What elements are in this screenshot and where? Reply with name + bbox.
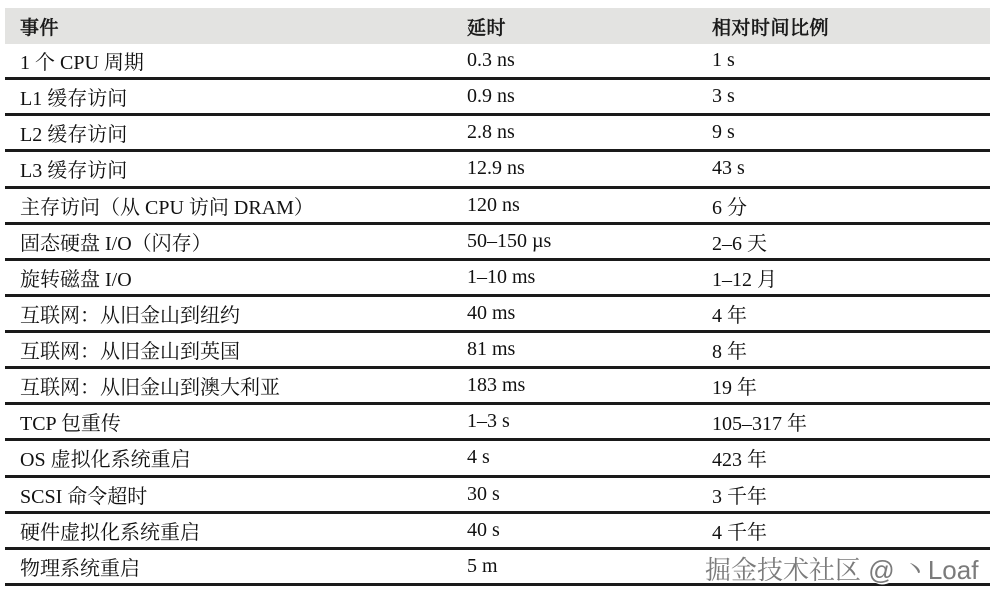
event-cell: 固态硬盘 I/O（闪存）: [20, 232, 212, 255]
latency-cell: 12.9 ns: [467, 157, 525, 180]
event-cell: SCSI 命令超时: [20, 485, 148, 508]
table-row: [5, 44, 990, 80]
event-cell: TCP 包重传: [20, 413, 121, 436]
column-header-latency: 延时: [467, 17, 507, 39]
latency-table: [5, 8, 990, 586]
latency-cell: 1–3 s: [467, 410, 510, 433]
table-row: [5, 225, 990, 261]
relative-cell: 2–6 天: [712, 232, 767, 255]
relative-cell: 1 s: [712, 49, 735, 72]
table-row: [5, 369, 990, 405]
table-header-row: [5, 8, 990, 44]
latency-cell: 81 ms: [467, 338, 516, 361]
relative-cell: 423 年: [712, 449, 767, 472]
table-row: [5, 441, 990, 477]
relative-cell: 9 s: [712, 121, 735, 144]
latency-cell: 120 ns: [467, 193, 520, 216]
relative-cell: 4 千年: [712, 521, 767, 544]
table-row: [5, 261, 990, 297]
table-row: [5, 116, 990, 152]
table-row: [5, 478, 990, 514]
event-cell: 互联网：从旧金山到澳大利亚: [20, 377, 280, 400]
column-header-event: 事件: [20, 17, 60, 39]
table-row: [5, 514, 990, 550]
event-cell: OS 虚拟化系统重启: [20, 449, 191, 472]
watermark: 掘金技术社区 @ 丶Loaf: [705, 555, 979, 585]
relative-cell: 105–317 年: [712, 413, 807, 436]
latency-cell: 50–150 µs: [467, 229, 552, 252]
event-cell: L3 缓存访问: [20, 160, 128, 183]
event-cell: 互联网：从旧金山到纽约: [20, 304, 240, 327]
latency-cell: 40 ms: [467, 301, 516, 324]
relative-cell: 43 s: [712, 157, 745, 180]
event-cell: L1 缓存访问: [20, 88, 128, 111]
table-row: [5, 333, 990, 369]
relative-cell: 1–12 月: [712, 268, 777, 291]
latency-cell: 5 m: [467, 554, 498, 577]
relative-cell: 4 年: [712, 304, 747, 327]
latency-cell: 0.3 ns: [467, 49, 515, 72]
table-row: [5, 550, 990, 586]
table-row: [5, 189, 990, 225]
event-cell: 互联网：从旧金山到英国: [20, 341, 240, 364]
table-row: [5, 152, 990, 188]
event-cell: 硬件虚拟化系统重启: [20, 521, 200, 544]
event-cell: 物理系统重启: [20, 557, 140, 580]
latency-cell: 40 s: [467, 518, 500, 541]
event-cell: L2 缓存访问: [20, 124, 128, 147]
latency-cell: 30 s: [467, 482, 500, 505]
relative-cell: 19 年: [712, 377, 757, 400]
table-row: [5, 405, 990, 441]
relative-cell: 3 s: [712, 85, 735, 108]
latency-cell: 4 s: [467, 446, 490, 469]
relative-cell: 8 年: [712, 341, 747, 364]
event-cell: 主存访问（从 CPU 访问 DRAM）: [20, 196, 314, 219]
relative-cell: 6 分: [712, 196, 747, 219]
table-row: [5, 80, 990, 116]
event-cell: 1 个 CPU 周期: [20, 52, 144, 75]
latency-cell: 0.9 ns: [467, 85, 515, 108]
latency-cell: 2.8 ns: [467, 121, 515, 144]
relative-cell: 3 千年: [712, 485, 767, 508]
column-header-relative: 相对时间比例: [712, 17, 830, 39]
table-row: [5, 297, 990, 333]
latency-cell: 1–10 ms: [467, 265, 536, 288]
latency-cell: 183 ms: [467, 374, 526, 397]
event-cell: 旋转磁盘 I/O: [20, 268, 132, 291]
